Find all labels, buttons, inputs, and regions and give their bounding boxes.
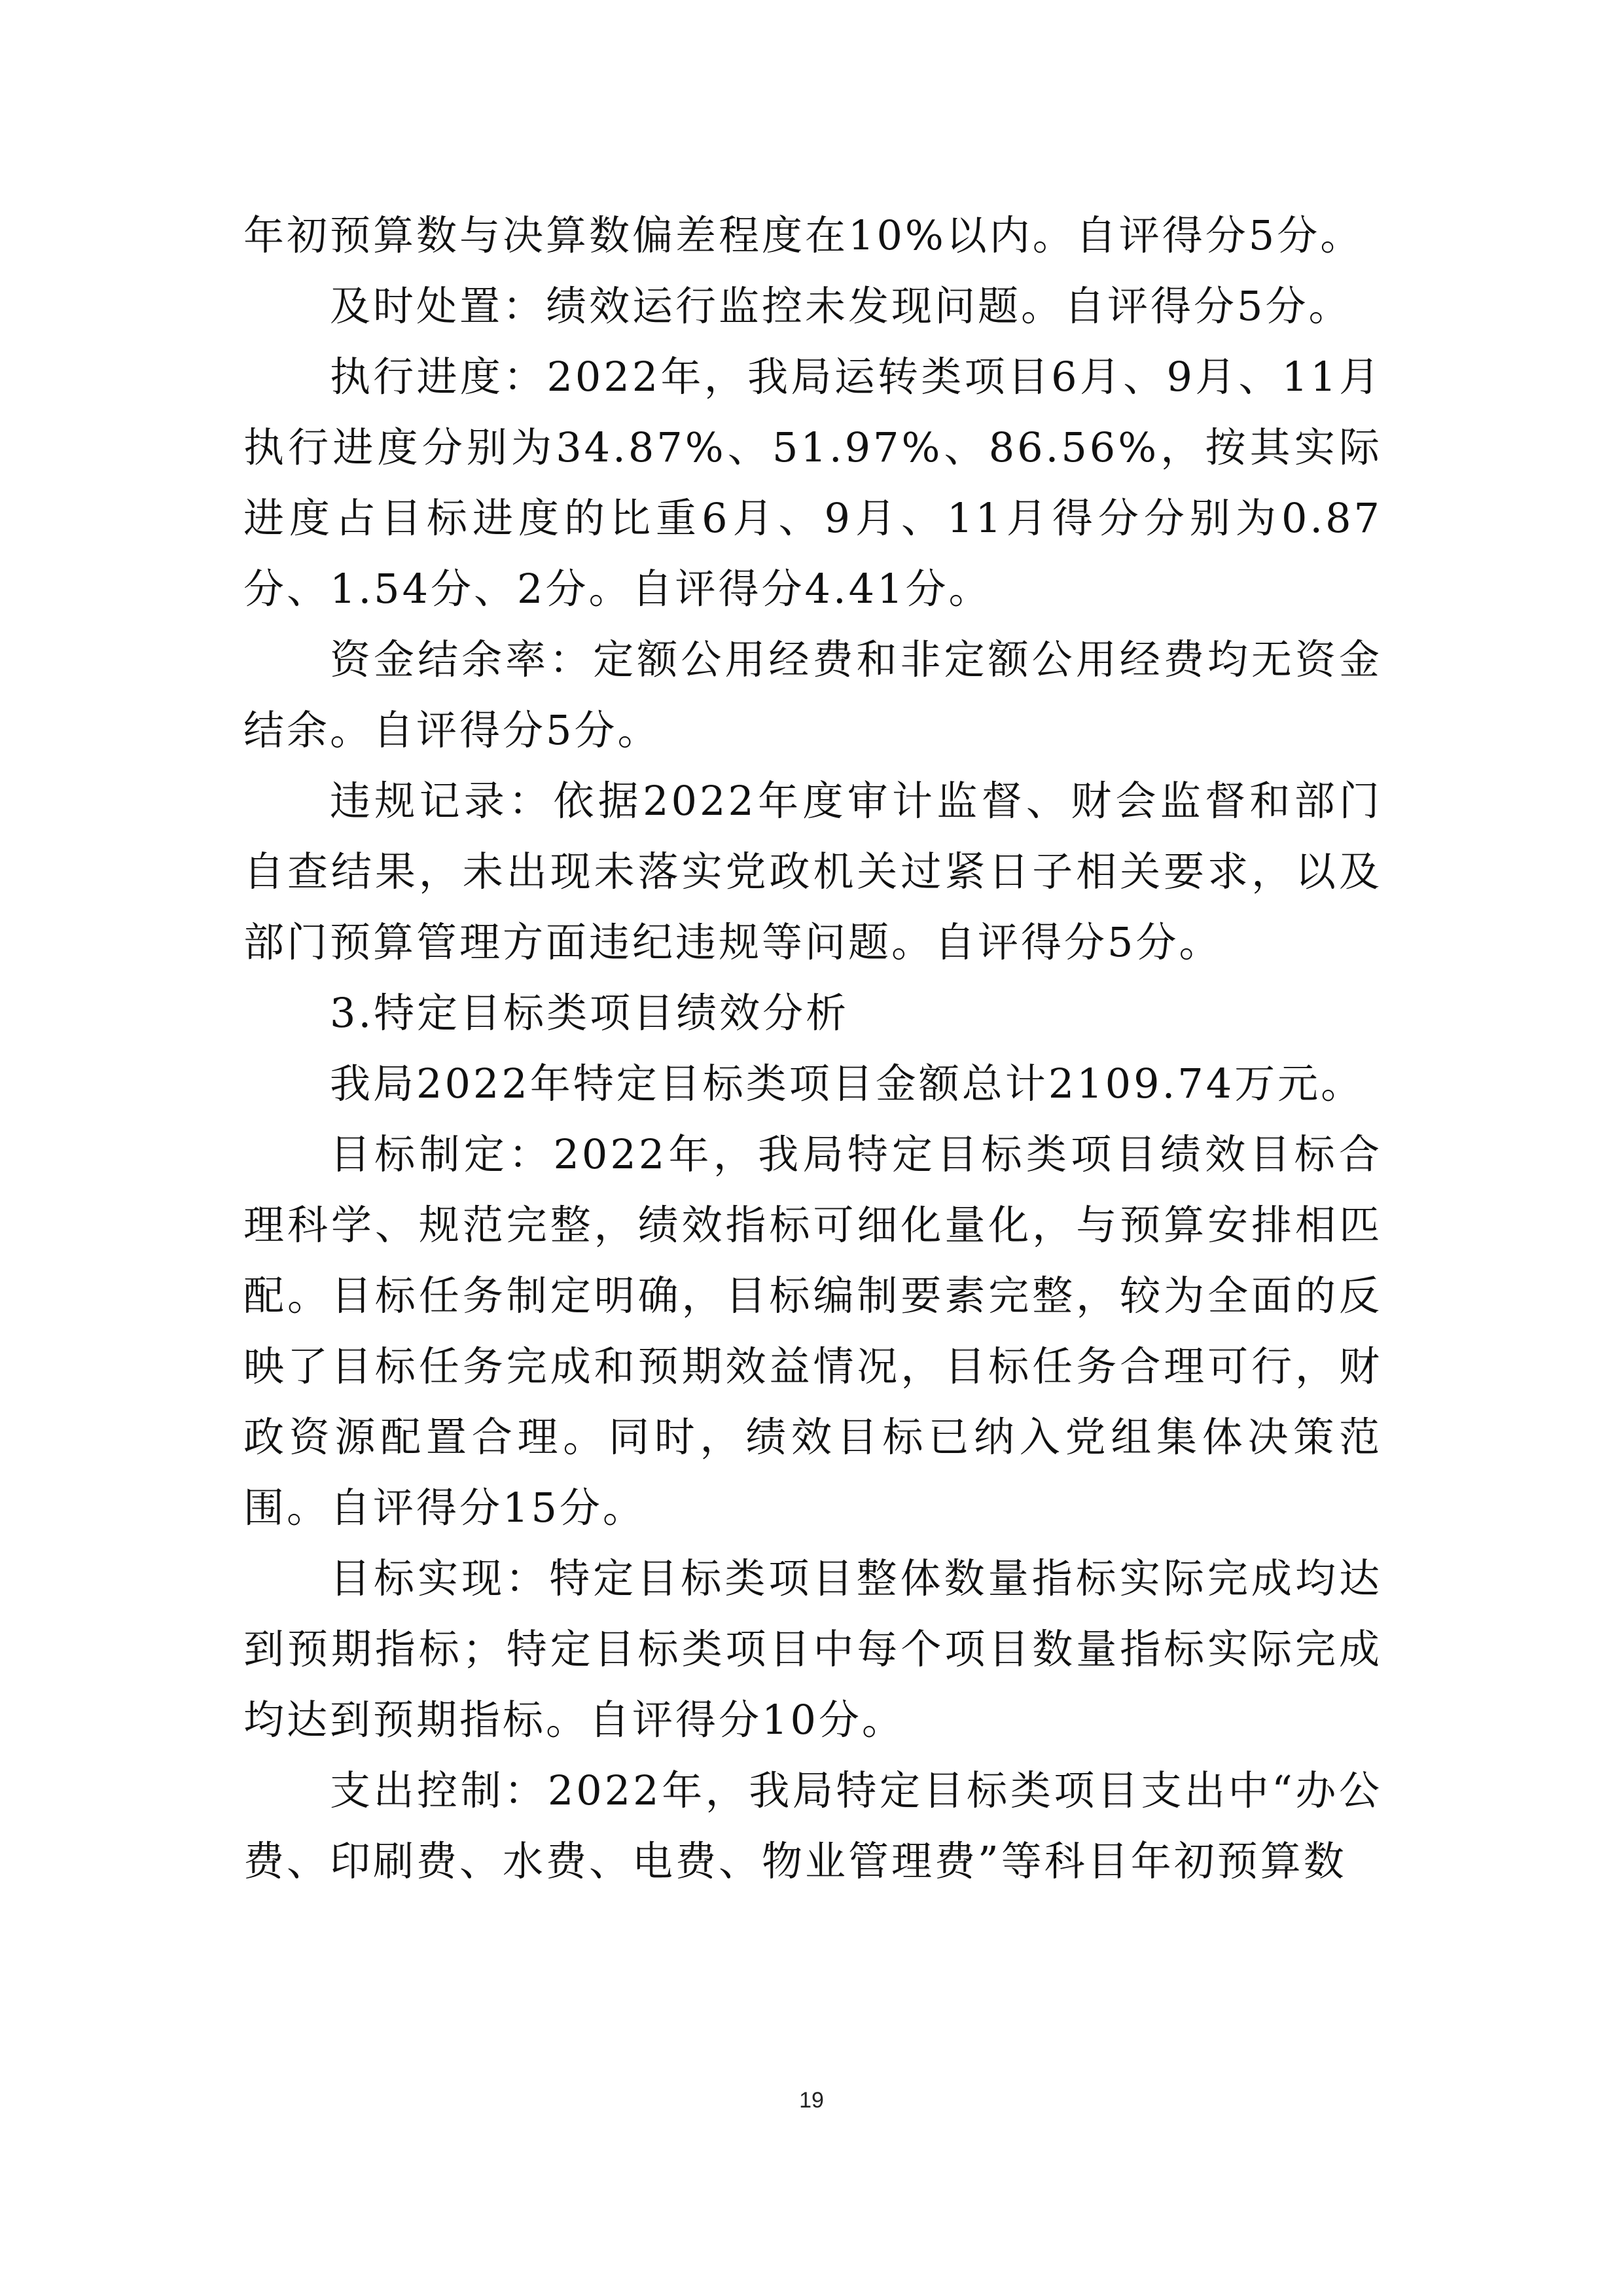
paragraph-execution-progress: 执行进度：2022年，我局运转类项目6月、9月、11月执行进度分别为34.87%、51.97%、86.56%，按其实际进度占目标进度的比重6月、9月、11月得分分别为0.87分、1.54分、2分。自评得分4.41分。	[243, 353, 1382, 613]
paragraph-expenditure-control: 支出控制：2022年，我局特定目标类项目支出中“办公费、印刷费、水费、电费、物业管理费”等科目年初预算数	[243, 1767, 1382, 1885]
body-text	[243, 200, 1382, 1897]
paragraph-fund-balance-rate: 资金结余率：定额公用经费和非定额公用经费均无资金结余。自评得分5分。	[243, 636, 1382, 754]
section-heading-specific-projects: 3.特定目标类项目绩效分析	[330, 989, 849, 1037]
paragraph-budget-deviation: 年初预算数与决算数偏差程度在10%以内。自评得分5分。	[243, 211, 1364, 259]
paragraph-violation-records: 违规记录：依据2022年度审计监督、财会监督和部门自查结果，未出现未落实党政机关过紧日子相关要求，以及部门预算管理方面违纪违规等问题。自评得分5分。	[243, 777, 1382, 966]
paragraph-target-achievement: 目标实现：特定目标类项目整体数量指标实际完成均达到预期指标；特定目标类项目中每个项目数量指标实际完成均达到预期指标。自评得分10分。	[243, 1554, 1382, 1744]
paragraph-timely-handling: 及时处置：绩效运行监控未发现问题。自评得分5分。	[330, 282, 1352, 330]
page-number: 19	[799, 2088, 824, 2113]
paragraph-specific-project-total: 我局2022年特定目标类项目金额总计2109.74万元。	[330, 1060, 1364, 1107]
paragraph-target-setting: 目标制定：2022年，我局特定目标类项目绩效目标合理科学、规范完整，绩效指标可细化量化，与预算安排相匹配。目标任务制定明确，目标编制要素完整，较为全面的反映了目标任务完成和预期效益情况，目标任务合理可行，财政资源配置合理。同时，绩效目标已纳入党组集体决策范围。自评得分15分。	[243, 1130, 1382, 1532]
